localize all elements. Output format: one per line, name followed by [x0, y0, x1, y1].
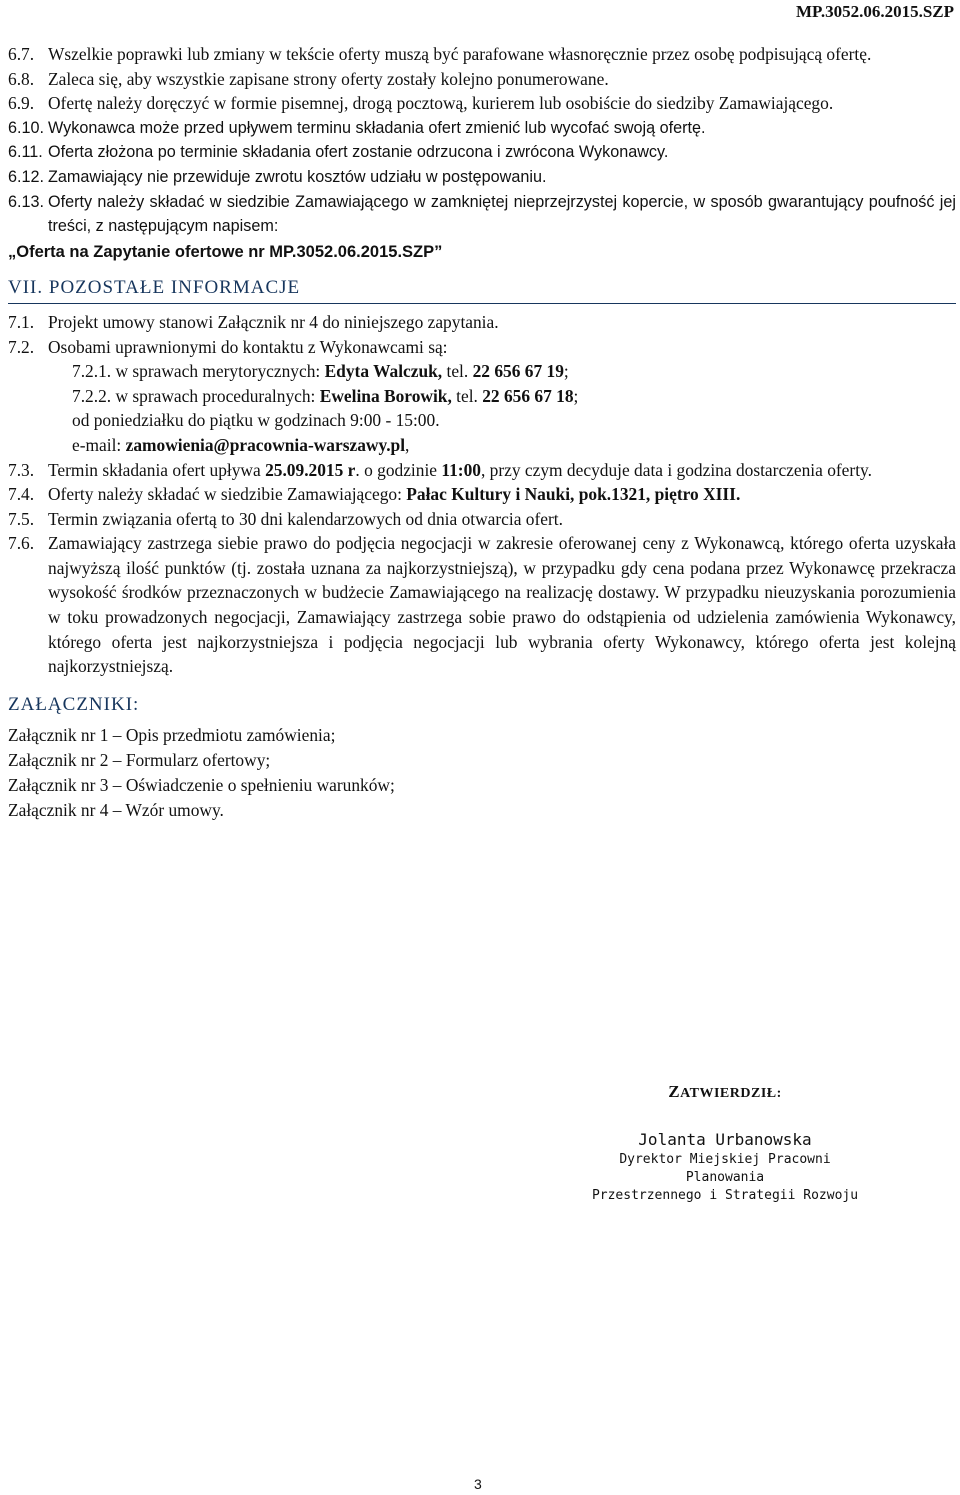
- paragraph-number: 7.3.: [8, 459, 35, 480]
- paragraph-text: Wykonawca może przed upływem terminu składania ofert zmienić lub wycofać swoją ofertę.: [48, 118, 706, 137]
- paragraph-6-9: [8, 91, 956, 116]
- paragraph-text: Zaleca się, aby wszystkie zapisane strony oferty zostały kolejno ponumerowane.: [48, 68, 609, 89]
- paragraph-number: 7.6.: [8, 533, 35, 554]
- paragraph-text: Termin związania ofertą to 30 dni kalendarzowych od dnia otwarcia ofert.: [48, 508, 563, 529]
- paragraph-text: Wszelkie poprawki lub zmiany w tekście oferty muszą być parafowane własnoręcznie przez osobę podpisującą ofertę.: [48, 44, 872, 64]
- paragraph-number: 6.12.: [8, 167, 45, 186]
- deadline-time: 11:00: [441, 459, 481, 480]
- paragraph-7-3: [8, 458, 956, 483]
- paragraph-number: 6.7.: [8, 44, 35, 64]
- contact-phone: 22 656 67 18: [482, 385, 574, 406]
- document-reference: MP.3052.06.2015.SZP: [795, 2, 954, 21]
- signatory-role-line-2: Przestrzennego i Strategii Rozwoju: [591, 1188, 859, 1203]
- contact-suffix: ;: [573, 385, 579, 406]
- contact-email-line: [8, 433, 956, 458]
- paragraph-number: 7.5.: [8, 508, 35, 529]
- paragraph-6-8: [8, 67, 956, 92]
- paragraph-text: Zamawiający zastrzega siebie prawo do podjęcia negocjacji w zakresie oferowanej ceny z Wykonawcą, którego oferta uzyskała najwyższą ilość punktów (tj. została uznana za najkorzystniejszą), w przypadku gdy cena podana przez Wykonawcę przekracza wysokość środków przeznaczonych w budżecie Zamawiającego na realizację dostawy. W przypadku nieuzyskania porozumienia w toku prowadzonych negocjacji, Zamawiający zastrzega sobie prawo do odstąpienia od udzielenia zamówienia Wykonawcy, którego oferta jest najkorzystniejsza i podjęcia negocjacji lub wybrania oferty Wykonawcy, którego oferta jest kolejną najkorzystniejszą.: [48, 533, 956, 677]
- contact-name: Edyta Walczuk,: [324, 361, 443, 382]
- paragraph-6-12: [8, 165, 956, 190]
- paragraph-number: 7.1.: [8, 311, 35, 332]
- attachments-heading: ZAŁĄCZNIKI:: [8, 693, 140, 715]
- document-body: [8, 42, 956, 823]
- paragraph-text: Termin składania ofert upływa: [48, 459, 266, 480]
- paragraph-number: 7.2.: [8, 336, 35, 357]
- paragraph-7-4: [8, 482, 956, 507]
- contact-substantive: [8, 359, 956, 384]
- paragraph-7-2: [8, 335, 956, 360]
- email-suffix: ,: [405, 434, 410, 455]
- contact-hours: od poniedziałku do piątku w godzinach 9:00 - 15:00.: [72, 410, 440, 431]
- attachment-item: Załącznik nr 2 – Formularz ofertowy;: [8, 750, 271, 771]
- envelope-label: „Oferta na Zapytanie ofertowe nr MP.3052.06.2015.SZP”: [8, 242, 443, 261]
- approval-title-initial: Z: [668, 1082, 681, 1101]
- signatory-name: Jolanta Urbanowska: [638, 1130, 812, 1149]
- contact-tel-label: tel.: [442, 361, 473, 382]
- contact-tel-label: tel.: [451, 385, 483, 406]
- paragraph-number: 6.13.: [8, 192, 45, 211]
- paragraph-6-10: [8, 116, 956, 141]
- paragraph-6-7: [8, 42, 956, 67]
- submission-place: Pałac Kultury i Nauki, pok.1321, piętro XIII.: [406, 484, 741, 505]
- attachment-item: Załącznik nr 4 – Wzór umowy.: [8, 800, 224, 821]
- contact-prefix: 7.2.1. w sprawach merytorycznych:: [72, 361, 325, 382]
- email-label: e-mail:: [72, 434, 126, 455]
- paragraph-number: 6.8.: [8, 68, 35, 89]
- contact-suffix: ;: [563, 361, 569, 382]
- paragraph-6-13: [8, 190, 956, 239]
- signatory-role-line-1: Dyrektor Miejskiej Pracowni Planowania: [619, 1152, 831, 1185]
- approval-title: [580, 1082, 870, 1102]
- paragraph-number: 6.11.: [8, 143, 43, 162]
- section-heading-vii: VII. POZOSTAŁE INFORMACJE: [8, 276, 956, 304]
- paragraph-7-1: [8, 310, 956, 335]
- approval-title-rest: ATWIERDZIŁ:: [680, 1086, 782, 1101]
- paragraph-text: , przy czym decyduje data i godzina dostarczenia oferty.: [480, 459, 872, 480]
- contact-name: Ewelina Borowik,: [319, 385, 452, 406]
- paragraph-number: 6.9.: [8, 93, 35, 114]
- page-number: 3: [474, 1476, 482, 1492]
- paragraph-text: Osobami uprawnionymi do kontaktu z Wykonawcami są:: [48, 336, 448, 357]
- paragraph-text: Ofertę należy doręczyć w formie pisemnej, drogą pocztową, kurierem lub osobiście do siedziby Zamawiającego.: [48, 93, 834, 114]
- email-link[interactable]: zamowienia@pracownia-warszawy.pl: [125, 434, 406, 455]
- paragraph-text: Oferta złożona po terminie składania ofert zostanie odrzucona i zwrócona Wykonawcy.: [48, 143, 669, 162]
- paragraph-text: Projekt umowy stanowi Załącznik nr 4 do niniejszego zapytania.: [48, 311, 499, 332]
- attachment-item: Załącznik nr 1 – Opis przedmiotu zamówienia;: [8, 725, 336, 746]
- contact-prefix: 7.2.2. w sprawach proceduralnych:: [72, 385, 320, 406]
- signature-block: [580, 1082, 870, 1205]
- paragraph-number: 6.10.: [8, 118, 45, 137]
- contact-phone: 22 656 67 19: [472, 361, 564, 382]
- paragraph-6-11: [8, 140, 956, 165]
- paragraph-number: 7.4.: [8, 484, 35, 505]
- paragraph-7-6: [8, 531, 956, 679]
- paragraph-text: Zamawiający nie przewiduje zwrotu kosztów udziału w postępowaniu.: [48, 167, 547, 186]
- paragraph-7-5: [8, 507, 956, 532]
- paragraph-text: Oferty należy składać w siedzibie Zamawiającego w zamkniętej nieprzejrzystej kopercie, w sposób gwarantujący poufność jej treści, z następującym napisem:: [48, 192, 956, 236]
- deadline-date: 25.09.2015 r: [265, 459, 356, 480]
- contact-procedural: [8, 384, 956, 409]
- paragraph-text: Oferty należy składać w siedzibie Zamawiającego:: [48, 484, 407, 505]
- paragraph-text: . o godzinie: [355, 459, 442, 480]
- attachment-item: Załącznik nr 3 – Oświadczenie o spełnieniu warunków;: [8, 775, 395, 796]
